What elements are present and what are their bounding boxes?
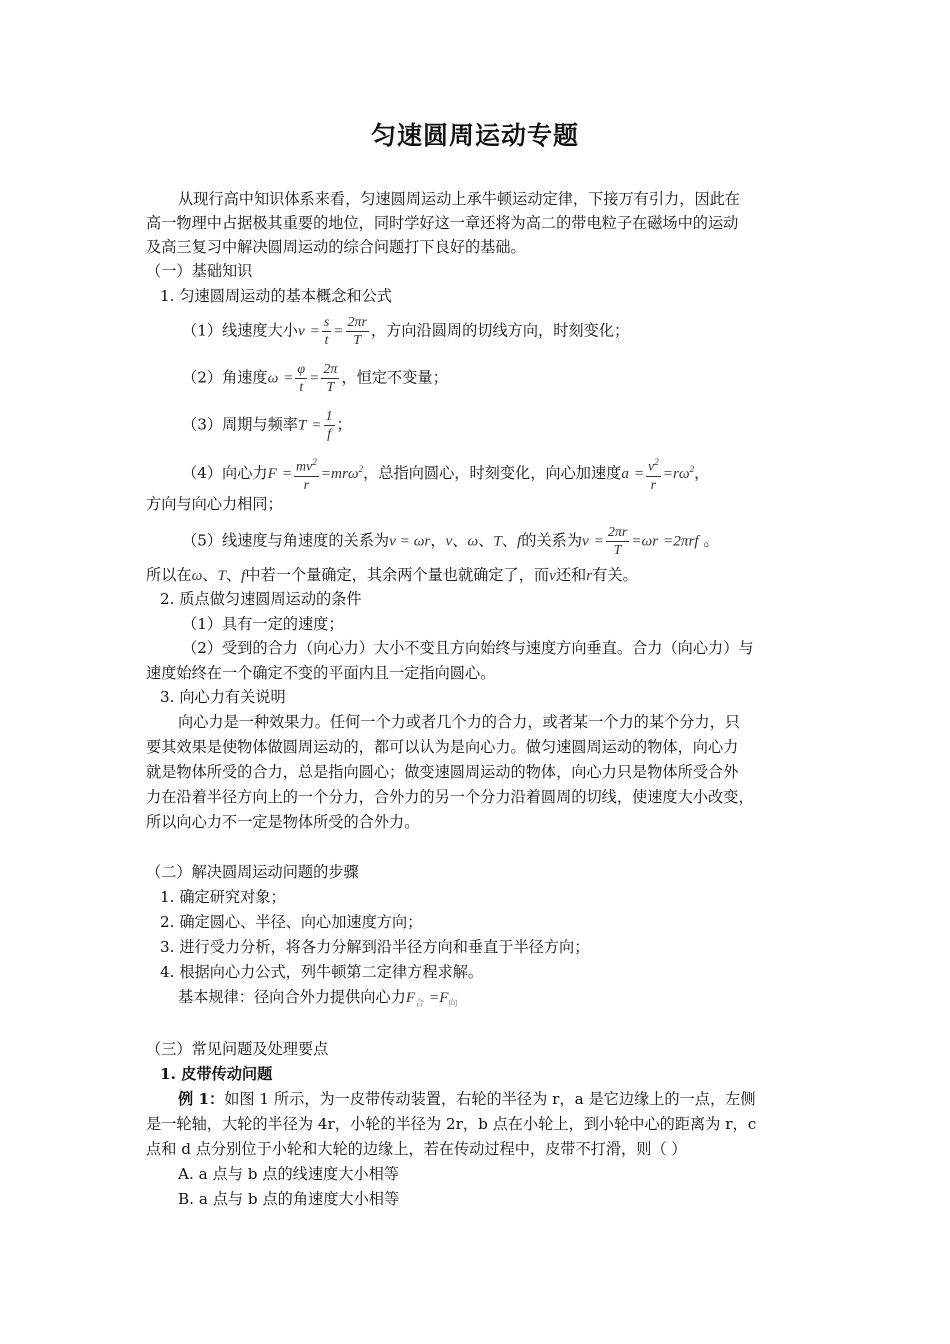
centripetal-note-line-3: 就是物体所受的合力，总是指向圆心；做变速圆周运动的物体，向心力只是物体所受合外 xyxy=(146,763,739,781)
v-text: v xyxy=(648,459,655,475)
square-sup: 2 xyxy=(312,457,317,467)
fraction-s-over-t xyxy=(322,314,331,349)
centripetal-note-line-1: 向心力是一种效果力。任何一个力或者几个力的合力，或者某一个力的某个分力，只 xyxy=(178,713,740,731)
example-text: 如图 1 所示，为一皮带传动装置，右轮的半径为 r，a 是它边缘上的一点，左侧 xyxy=(224,1090,756,1108)
fraction-numerator: 2π xyxy=(323,362,338,377)
math-eq: = xyxy=(593,532,604,550)
math-mr-omega: mrω xyxy=(331,464,359,482)
example-1-line-2: 是一轮轴，大轮的半径为 4r，小轮的半径为 2r，b 点在小轮上，到小轮中心的距离为 r，c xyxy=(146,1115,757,1133)
mv-text: mv xyxy=(295,459,313,475)
fraction-numerator: s xyxy=(323,315,330,330)
continuation-text-c: 还和 xyxy=(555,566,587,584)
continuation-text-d: 有关。 xyxy=(592,566,638,584)
condition-2: （2）受到的合力（向心力）大小不变且方向始终与速度方向垂直。合力（向心力）与 xyxy=(182,639,754,657)
basic-rule xyxy=(178,986,457,1015)
math-a: a xyxy=(621,464,629,482)
math-eq: = xyxy=(631,532,642,550)
section-1-item-3: 3. 向心力有关说明 xyxy=(160,688,286,706)
math-eq: = xyxy=(633,464,645,482)
math-F: F xyxy=(267,464,277,482)
separator: 、 xyxy=(501,531,518,550)
comma: ， xyxy=(430,531,446,550)
separator: 、 xyxy=(225,566,242,584)
formula-4-continuation: 方向与向心力相同； xyxy=(146,495,283,513)
math-F-he: F xyxy=(405,989,416,1006)
separator: 、 xyxy=(452,531,468,550)
math-v: v xyxy=(297,322,305,340)
fraction-numerator: 2πr xyxy=(607,525,628,540)
math-eq: = xyxy=(309,369,320,387)
step-2: 2. 确定圆心、半径、向心加速度方向； xyxy=(160,913,423,931)
math-T: T xyxy=(297,416,307,434)
example-1-line-3: 点和 d 点分别位于小轮和大轮的边缘上，若在传动过程中，皮带不打滑，则（ ） xyxy=(146,1140,687,1158)
math-omega: ω xyxy=(267,369,279,387)
fraction-denominator: T xyxy=(326,380,335,395)
math-eq: = xyxy=(283,369,294,387)
fraction-numerator xyxy=(646,454,661,477)
continuation-text-b: 中若一个量确定，其余两个量也就确定了，而 xyxy=(245,566,550,584)
math-v: v xyxy=(582,532,589,550)
math-omega: ω xyxy=(467,532,479,550)
math-omega: ω xyxy=(191,567,203,584)
option-a: A. a 点与 b 点的线速度大小相等 xyxy=(178,1165,399,1183)
formula-5-middle: 的关系为 xyxy=(521,531,582,550)
fraction-denominator: t xyxy=(324,333,329,348)
math-eq: = xyxy=(663,532,674,550)
fraction-denominator: T xyxy=(353,333,362,348)
math-f: f xyxy=(517,532,522,550)
section-1-item-2: 2. 质点做匀速圆周运动的条件 xyxy=(160,590,362,608)
formula-3-suffix: ； xyxy=(336,415,352,434)
fraction-denominator: r xyxy=(650,477,657,493)
centripetal-note-line-2: 要其效果是使物体做圆周运动的，都可以认为是向心力。做匀速圆周运动的物体，向心力 xyxy=(146,738,739,756)
formula-2-suffix: ，恒定不变量； xyxy=(341,368,448,387)
square-sup: 2 xyxy=(358,463,364,474)
math-T: T xyxy=(217,567,226,584)
separator: 、 xyxy=(202,566,218,584)
subscript-he: 合 xyxy=(415,999,425,1010)
square-sup: 2 xyxy=(654,457,659,467)
centripetal-note-line-5: 所以向心力不一定是物体所受的合外力。 xyxy=(146,813,420,831)
basic-rule-text: 基本规律：径向合外力提供向心力 xyxy=(178,988,406,1006)
fraction-denominator: T xyxy=(613,543,622,558)
math-r-omega: rω xyxy=(672,464,690,482)
fraction-denominator: f xyxy=(327,427,331,442)
formula-2-prefix: （2）角速度 xyxy=(182,368,268,387)
formula-1-suffix: ，方向沿圆周的切线方向，时刻变化； xyxy=(370,321,630,340)
formula-4-suffix: ， xyxy=(694,463,710,482)
math-v: v xyxy=(549,567,556,584)
option-b: B. a 点与 b 点的角速度大小相等 xyxy=(178,1190,400,1208)
square-sup: 2 xyxy=(689,463,695,474)
formula-linear-velocity xyxy=(182,314,629,349)
example-label: 例 1： xyxy=(178,1090,225,1108)
fraction-2pir-over-T xyxy=(606,524,629,559)
fraction-numerator: 1 xyxy=(325,409,333,424)
section-1-heading: （一）基础知识 xyxy=(146,262,253,280)
formula-4-prefix: （4）向心力 xyxy=(182,463,268,482)
fraction-2pir-over-T xyxy=(346,314,369,349)
math-T: T xyxy=(493,532,502,550)
centripetal-note-line-4: 力在沿着半径方向上的一个分力，合外力的另一个分力沿着圆周的切线，使速度大小改变， xyxy=(146,788,754,806)
formula-1-prefix: （1）线速度大小 xyxy=(182,321,298,340)
math-eq: = xyxy=(428,989,440,1006)
fraction-numerator: 2πr xyxy=(347,315,367,330)
formula-5-prefix: （5）线速度与角速度的关系为 xyxy=(182,531,390,550)
fraction-mv2-over-r xyxy=(294,454,319,494)
formula-angular-velocity xyxy=(182,361,448,396)
step-1: 1. 确定研究对象； xyxy=(160,888,286,906)
math-omega-r: ωr xyxy=(641,532,659,550)
formula-3-prefix: （3）周期与频率 xyxy=(182,415,298,434)
math-v-eq-omega-r: v = ωr xyxy=(389,532,431,550)
fraction-numerator: φ xyxy=(297,362,306,377)
formula-centripetal-force xyxy=(182,454,709,494)
formula-period-frequency xyxy=(182,408,352,443)
intro-line-2: 高一物理中占据极其重要的地位，同时学好这一章还将为高二的带电粒子在磁场中的运动 xyxy=(146,214,739,232)
formula-5-continuation xyxy=(146,564,638,587)
separator: 、 xyxy=(478,531,494,550)
fraction-v2-over-r xyxy=(646,454,661,494)
math-eq: = xyxy=(311,416,322,434)
math-eq: = xyxy=(281,464,292,482)
fraction-1-over-f xyxy=(324,408,335,443)
intro-line-3: 及高三复习中解决圆周运动的综合问题打下良好的基础。 xyxy=(146,238,526,256)
formula-4-middle: ，总指向圆心，时刻变化，向心加速度 xyxy=(363,463,622,482)
continuation-text-a: 所以在 xyxy=(146,566,192,584)
step-4: 4. 根据向心力公式，列牛顿第二定律方程求解。 xyxy=(160,963,484,981)
page-title: 匀速圆周运动专题 xyxy=(370,121,579,150)
condition-1: （1）具有一定的速度； xyxy=(182,615,344,633)
condition-2-continuation: 速度始终在一个确定不变的平面内且一定指向圆心。 xyxy=(146,664,496,682)
section-3-item-1: 1. 皮带传动问题 xyxy=(160,1065,273,1083)
math-2pirf: 2πrf xyxy=(673,532,699,550)
math-r: r xyxy=(586,567,593,584)
step-3: 3. 进行受力分析，将各力分解到沿半径方向和垂直于半径方向； xyxy=(160,938,590,956)
example-1-line-1 xyxy=(178,1088,756,1110)
math-eq: = xyxy=(662,464,673,482)
math-eq: = xyxy=(320,464,332,482)
math-F-xiang: F xyxy=(439,989,449,1006)
fraction-phi-over-t xyxy=(295,361,307,396)
section-3-heading: （三）常见问题及处理要点 xyxy=(146,1040,329,1058)
fraction-denominator: r xyxy=(303,477,310,493)
math-f: f xyxy=(241,567,246,584)
section-2-heading: （二）解决圆周运动问题的步骤 xyxy=(146,863,359,881)
formula-5-suffix: 。 xyxy=(703,531,719,550)
math-eq: = xyxy=(309,322,320,340)
fraction-denominator: t xyxy=(299,380,304,395)
intro-line-1: 从现行高中知识体系来看，匀速圆周运动上承牛顿运动定律，下接万有引力，因此在 xyxy=(178,190,740,208)
section-1-item-1: 1. 匀速圆周运动的基本概念和公式 xyxy=(160,287,392,305)
math-v: v xyxy=(445,532,453,550)
fraction-numerator xyxy=(294,454,319,477)
formula-velocity-relation xyxy=(182,524,719,559)
math-eq: = xyxy=(333,322,344,340)
subscript-xiang: 向 xyxy=(448,999,458,1010)
fraction-2pi-over-T xyxy=(321,361,339,396)
